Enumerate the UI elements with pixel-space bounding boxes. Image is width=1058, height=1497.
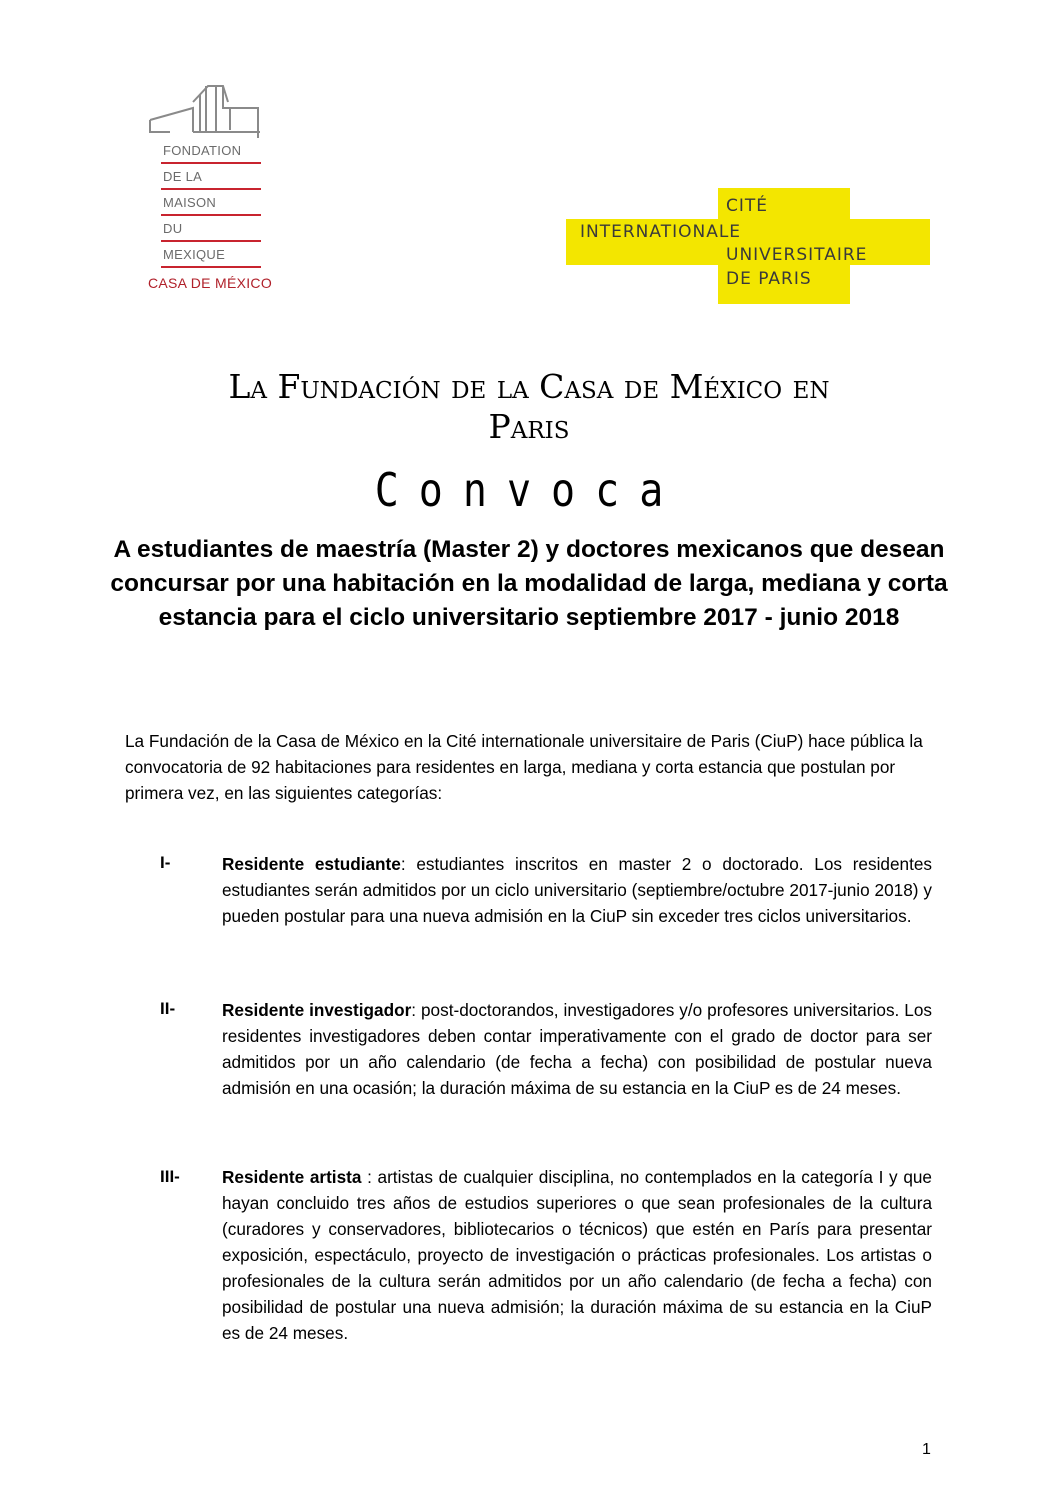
- category-text: : estudiantes inscritos en master 2 o doctorado. Los residentes estudiantes serán admitidos por un ciclo universitario (septiembre/octubre 2017-junio 2018) y pueden postular para una nueva admisión en la CiuP sin exceder tres ciclos universitarios.: [222, 854, 932, 926]
- category-number: II-: [160, 999, 176, 1018]
- logo-right-line: UNIVERSITAIRE: [726, 245, 868, 265]
- logo-rule: [161, 240, 261, 242]
- subtitle: A estudiantes de maestría (Master 2) y doctores mexicanos que desean concursar por una habitación en la modalidad de larga, mediana y corta estancia para el ciclo universitario septiembre 2017 - junio 2018: [110, 536, 948, 631]
- category-number: III-: [160, 1167, 180, 1186]
- logo-left-line: MAISON: [163, 195, 217, 210]
- category-number: I-: [160, 853, 171, 872]
- logo-rule: [161, 162, 261, 164]
- logo-left-line: FONDATION: [163, 143, 242, 158]
- logo-left-line: DE LA: [163, 169, 203, 184]
- category-paragraph: [222, 1164, 932, 1346]
- fondation-maison-mexique-logo: [148, 80, 298, 295]
- building-outline-icon: [148, 80, 263, 140]
- ciup-logo: [566, 188, 930, 304]
- category-text: : post-doctorandos, investigadores y/o profesores universitarios. Los residentes investigadores deben contar imperativamente con el grado de doctor para ser admitidos por un año calendario (de fecha a fecha) con posibilidad de postular nueva admisión en una ocasión; la duración máxima de su estancia en la CiuP es de 24 meses.: [222, 1000, 932, 1098]
- page-title-line2: Paris: [488, 407, 570, 446]
- logo-right-line: CITÉ: [726, 196, 769, 216]
- logo-rule: [161, 266, 261, 268]
- category-text: : artistas de cualquier disciplina, no contemplados en la categoría I y que hayan concluido tres años de estudios superiores o que sean profesionales de la cultura (curadores y conservadores, bibliotecarios o técnicos) que estén en París para presentar exposición, espectáculo, proyecto de investigación o prácticas profesionales. Los artistas o profesionales de la cultura serán admitidos por un año calendario (de fecha a fecha) con posibilidad de postular una nueva admisión; la duración máxima de su estancia en la CiuP es de 24 meses.: [222, 1167, 932, 1343]
- category-paragraph: [222, 851, 932, 929]
- logo-rule: [161, 188, 261, 190]
- logo-left-line: MEXIQUE: [163, 247, 226, 262]
- logo-left-name: CASA DE MÉXICO: [148, 275, 273, 291]
- logo-right-line: INTERNATIONALE: [580, 222, 742, 242]
- convoca-heading: Convoca: [374, 464, 684, 518]
- logo-rule: [161, 214, 261, 216]
- logo-right-line: DE PARIS: [726, 269, 812, 289]
- page-number: 1: [922, 1441, 931, 1458]
- category-label: Residente investigador: [222, 1000, 412, 1020]
- page-title-line1: La Fundación de la Casa de México en: [228, 367, 830, 406]
- intro-paragraph: La Fundación de la Casa de México en la Cité internationale universitaire de Paris (CiuP) hace pública la convocatoria de 92 habitaciones para residentes en larga, mediana y corta estancia que postulan por primera vez, en las siguientes categorías:: [125, 731, 923, 803]
- logo-left-line: DU: [163, 221, 183, 236]
- category-paragraph: [222, 997, 932, 1101]
- category-label: Residente estudiante: [222, 854, 401, 874]
- category-label: Residente artista: [222, 1167, 362, 1187]
